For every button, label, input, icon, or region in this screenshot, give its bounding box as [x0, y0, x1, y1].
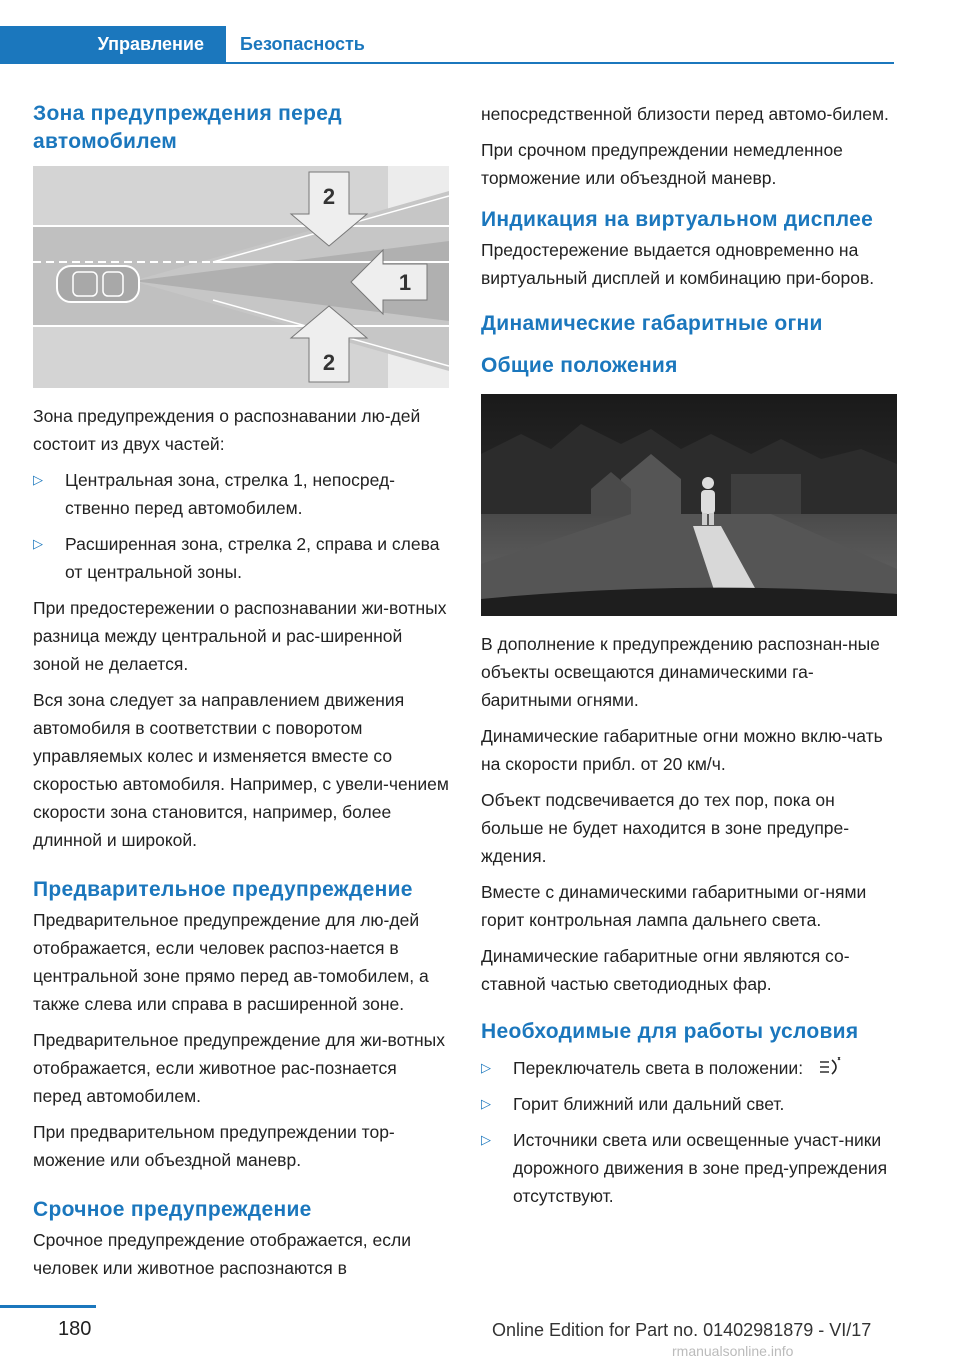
dynamic-lights-text-5: Динамические габаритные огни являются со-ставной частью светодиодных фар. [481, 946, 850, 994]
watermark: rmanualsonline.info [672, 1343, 794, 1359]
dynamic-lights-text-1: В дополнение к предупреждению распознан-ные объекты освещаются динамическими га-баритными огнями. [481, 634, 880, 710]
heading-virtual-display: Индикация на виртуальном дисплее [481, 208, 874, 231]
footer-line [0, 1305, 96, 1308]
list-item: ▷ Горит ближний или дальний свет. [481, 1090, 897, 1118]
car-icon [57, 266, 139, 302]
pre-warning-text-3: При предварительном предупреждении тор-можение или объездной маневр. [33, 1122, 395, 1170]
arrow-label-1: 1 [398, 270, 412, 295]
zone-diagram-svg [33, 166, 449, 388]
bullet-icon: ▷ [33, 536, 43, 551]
heading-requirements: Необходимые для работы условия [481, 1020, 859, 1043]
list-item: ▷ Источники света или освещенные участ-ники дорожного движения в зоне пред-упреждения отсутствуют. [481, 1126, 897, 1210]
continued-text: непосредственной близости перед автомо-билем. [481, 104, 889, 124]
animals-text: При предостережении о распознавании жи-вотных разница между центральной и рас-ширенной зоной не делается. [33, 598, 447, 674]
list-item: ▷ Расширенная зона, стрелка 2, справа и слева от центральной зоны. [33, 530, 449, 586]
urgent-warning-text: Срочное предупреждение отображается, если человек или животное распознаются в [33, 1230, 411, 1278]
arrow-label-2-top: 2 [322, 184, 336, 209]
bullet-icon: ▷ [33, 472, 43, 487]
dynamic-lights-text-4: Вместе с динамическими габаритными ог-нями горит контрольная лампа дальнего света. [481, 882, 867, 930]
arrow-label-2-bottom: 2 [322, 350, 336, 375]
urgent-brake-text: При срочном предупреждении немедленное торможение или объездной маневр. [481, 140, 843, 188]
heading-dynamic-lights: Динамические габаритные огни [481, 312, 823, 335]
dynamic-lights-text-2: Динамические габаритные огни можно вклю-чать на скорости прибл. от 20 км/ч. [481, 726, 883, 774]
requirements-bullet-list [481, 1054, 897, 1210]
tab-safety[interactable]: Безопасность [240, 34, 365, 54]
edition-text: Online Edition for Part no. 01402981879 - VI/17 [492, 1320, 872, 1340]
right-column [481, 100, 897, 1218]
zone-follow-text: Вся зона следует за направлением движения автомобиля в соответствии с поворотом управляемых колес и изменяется вместе со скоростью автомобиля. Например, с увели-чением скорости зона становится, например, более длинной и широкой. [33, 690, 449, 850]
pre-warning-text-1: Предварительное предупреждение для лю-дей отображается, если человек распоз-нается в центральной зоне прямо перед ав-томобилем, а также слева или справа в расширенной зоне. [33, 910, 429, 1014]
headlight-switch-icon [818, 1057, 842, 1077]
night-road-photo [481, 394, 897, 616]
page-number: 180 [58, 1318, 92, 1340]
heading-pre-warning: Предварительное предупреждение [33, 878, 413, 901]
bullet-icon: ▷ [481, 1096, 491, 1111]
list-item: ▷ Центральная зона, стрелка 1, непосред-ственно перед автомобилем. [33, 466, 449, 522]
warning-zone-diagram [33, 166, 449, 388]
header-tabs [0, 26, 894, 64]
heading-warning-zone: Зона предупреждения перед автомобилем [33, 102, 342, 153]
virtual-display-text: Предостережение выдается одновременно на виртуальный дисплей и комбинацию при-боров. [481, 240, 875, 288]
list-item: ▷ Переключатель света в положении: [481, 1054, 897, 1082]
zone-intro-text: Зона предупреждения о распознавании лю-дей состоит из двух частей: [33, 406, 421, 454]
bullet-icon: ▷ [481, 1132, 491, 1147]
bullet-icon: ▷ [481, 1060, 491, 1075]
tab-control[interactable]: Управление [0, 26, 226, 62]
heading-general: Общие положения [481, 354, 678, 377]
heading-urgent-warning: Срочное предупреждение [33, 1198, 312, 1221]
zone-bullet-list [33, 466, 449, 586]
pre-warning-text-2: Предварительное предупреждение для жи-вотных отображается, если животное рас-познается перед автомобилем. [33, 1030, 445, 1106]
night-scene-svg [481, 394, 897, 616]
left-column [33, 100, 449, 1290]
dynamic-lights-text-3: Объект подсвечивается до тех пор, пока он больше не будет находится в зоне предупре-ждения. [481, 790, 850, 866]
